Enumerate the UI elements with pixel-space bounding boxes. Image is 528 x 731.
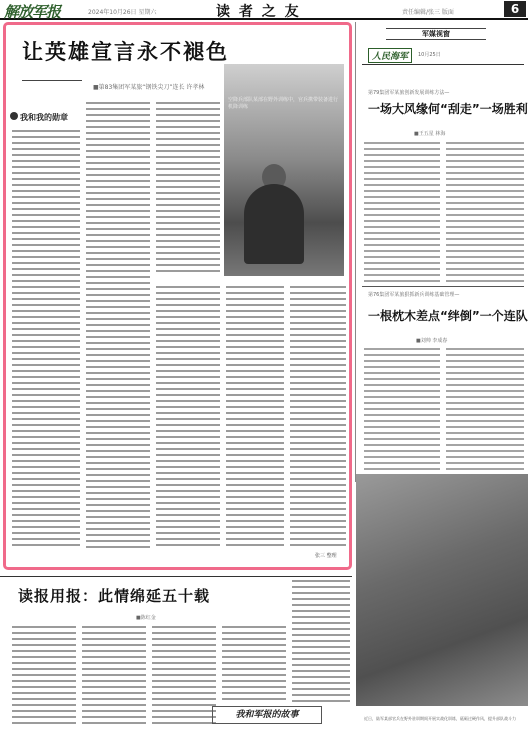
main-byline: ■第83集团军某旅“钢铁尖刀”连长 许孝林 [93,84,205,91]
main-article-photo [224,64,344,276]
rail-article1-text-col1 [364,140,440,282]
issue-date: 2024年10月26日 星期六 [88,9,157,16]
rail-photo-caption: 近日，陆军某部官兵在野外驻训期间开展实战化训练，砥砺过硬作风，提升部队战斗力 [364,716,516,721]
rail-rule [362,64,524,65]
rail-article1-text-col2 [446,140,524,282]
rail-logo-date: 10月25日 [418,52,441,58]
rail-article1-byline: ■王五星 林海 [414,131,446,137]
rail-article2-text-col2 [446,346,524,470]
bottom-byline: ■陈红金 [136,615,156,621]
main-text-column-2 [86,100,150,550]
rail-article1-kicker: 第79集团军某旅创新发展训练方法— [368,90,450,96]
bottom-text-column-4 [222,624,286,702]
column-divider [355,22,356,482]
section-title: 读 者 之 友 [216,4,301,20]
responsible-editor: 责任编辑/张三 版面 [402,9,454,16]
main-text-column-4 [226,284,284,550]
bottom-text-column-3 [152,624,216,728]
rail-logo: 人民海军 [368,48,412,63]
bottom-headline[interactable]: 读报用报：此情绵延五十载 [18,587,211,605]
main-headline: 让英雄宣言永不褪色 [22,40,229,64]
rail-article1-headline[interactable]: 一场大风缘何“刮走”一场胜利 [368,102,528,116]
subheading-bullet-icon [10,112,18,120]
main-text-column-1 [12,128,80,548]
rail-article2-kicker: 第76集团军某旅狠抓新兵训练基础管理— [368,292,460,298]
main-photo-caption: 空降兵部队某部在野外训练中，官兵携带装备进行机降训练 [228,97,339,110]
rail-article2-text-col1 [364,346,440,470]
headline-rule [22,80,82,81]
bottom-text-column-2 [82,624,146,728]
main-text-column-5 [290,284,346,546]
bottom-text-column-5 [292,578,350,702]
footer-box-label: 我和军报的故事 [212,706,322,724]
main-subheading: 我和我的勋章 [20,113,68,122]
newspaper-masthead: 解放军报 [4,3,61,21]
main-signature: 张三 整理 [315,553,337,559]
bottom-text-column-1 [12,624,76,728]
rail-column-title: 军媒视窗 [386,28,486,40]
bottom-section-rule [0,576,352,577]
main-text-column-3a [156,100,220,276]
rail-article-divider [362,286,524,287]
soldier-body-shape [244,184,304,264]
rail-article2-headline[interactable]: 一根枕木差点“绊倒”一个连队 [368,309,528,323]
rail-photo [356,474,528,706]
main-text-column-3b [156,284,220,550]
page-number: 6 [504,1,526,17]
rail-article2-byline: ■刘帅 李成春 [416,338,448,344]
